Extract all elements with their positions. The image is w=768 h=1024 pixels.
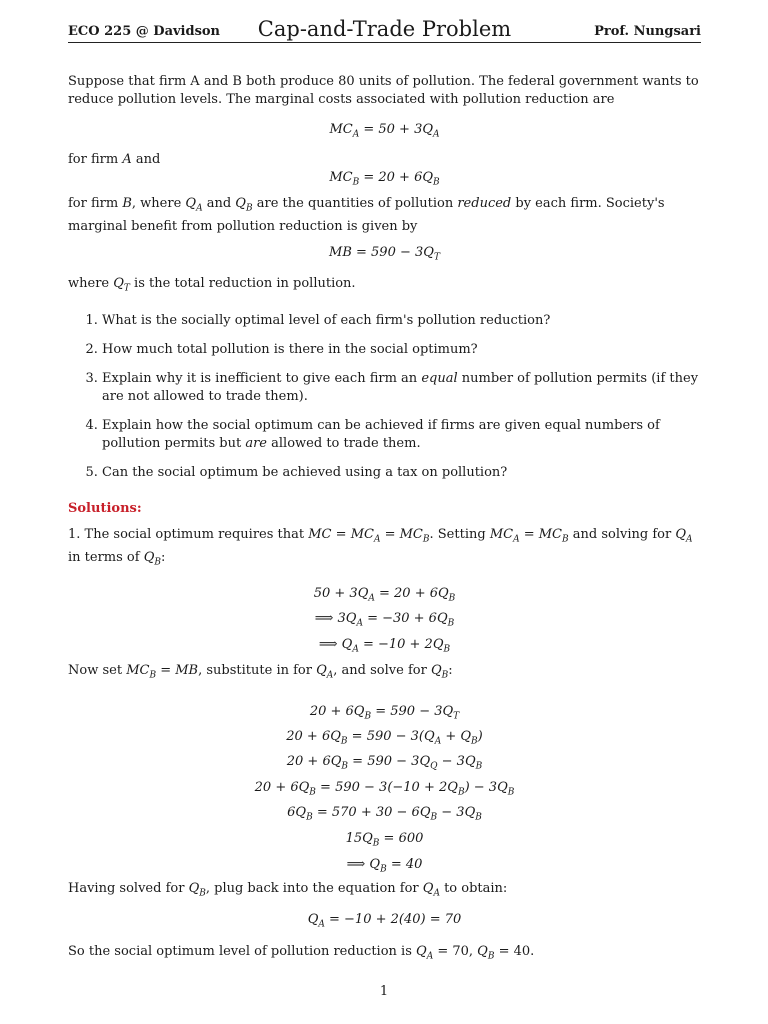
question-item: 4. Explain how the social optimum can be achieved if firms are given equal numbers of pollution permits but are allowed to trade them.: [102, 417, 701, 453]
equation-line: ⟹ $Q_A = -10 + 2Q_B$: [318, 637, 451, 655]
equation-line: $50 + 3Q_A = 20 + 6Q_B$: [313, 586, 456, 604]
equation-mb: MB = $590 - 3Q_T$: [329, 245, 440, 263]
equation-line: $20 + 6Q_B = 590 - 3Q_Q - 3Q_B$: [286, 754, 483, 772]
equation-line: $20 + 6Q_B = 590 - 3Q_T$: [309, 704, 460, 722]
solution-conclusion: So the social optimum level of pollution reduction is $Q_A = 70$, $Q_B = 40$.: [68, 944, 535, 962]
equation-line: $20 + 6Q_B = 590 - 3(Q_A + Q_B)$: [286, 729, 483, 747]
document-title: Cap-and-Trade Problem: [257, 17, 512, 41]
equation-mcb: $MC_B = 20 + 6Q_B$: [329, 170, 440, 188]
question-item: 3. Explain why it is inefficient to give each firm an equal number of pollution permits (if they are not allowed to trade them).: [102, 370, 701, 406]
intro-paragraph: Suppose that firm A and B both produce 80 units of pollution. The federal government wants to reduce pollution levels. The marginal costs associated with pollution reduction are: [68, 74, 699, 107]
equation-line: $15Q_B = 600$: [345, 831, 424, 849]
equation-line: ⟹ $Q_B = 40$: [346, 857, 423, 875]
equation-line: ⟹ $3Q_A = -30 + 6Q_B$: [314, 611, 455, 629]
equation-line: $6Q_B = 570 + 30 - 6Q_B - 3Q_B$: [287, 805, 482, 823]
intro-qt-text: where $Q_T$ is the total reduction in pollution.: [68, 276, 356, 294]
question-item: 1. What is the socially optimal level of each firm's pollution reduction?: [102, 312, 701, 330]
equation-line: $20 + 6Q_B = 590 - 3(-10 + 2Q_B) - 3Q_B$: [254, 780, 515, 798]
course-label: ECO 225 @ Davidson: [68, 24, 221, 39]
solution-step-3: Having solved for $Q_B$, plug back into the equation for $Q_A$ to obtain:: [68, 881, 508, 899]
question-list: [68, 312, 701, 482]
equation-qa-result: $Q_A = -10 + 2(40) = 70$: [307, 912, 462, 930]
instructor-label: Prof. Nungsari: [594, 24, 701, 39]
question-item: 5. Can the social optimum be achieved using a tax on pollution?: [102, 464, 701, 482]
page-number: 1: [379, 984, 389, 999]
intro-firm-b-text: for firm B, where $Q_A$ and $Q_B$ are the quantities of pollution reduced by each firm. Society's marginal benefit from pollution reduction is given by: [68, 196, 665, 234]
solutions-heading: Solutions:: [68, 501, 142, 516]
solution-step-2: Now set $MC_B$ = MB, substitute in for $Q_A$, and solve for $Q_B$:: [68, 663, 453, 681]
equation-mca: $MC_A = 50 + 3Q_A$: [329, 122, 440, 140]
question-item: 2. How much total pollution is there in the social optimum?: [102, 341, 701, 359]
page-header: [68, 18, 701, 43]
intro-firm-a-text: for firm A and: [68, 152, 161, 167]
solution-step-1: 1. The social optimum requires that MC = $MC_A = MC_B$. Setting $MC_A = MC_B$ and solving for $Q_A$ in terms of $Q_B$:: [68, 527, 693, 568]
